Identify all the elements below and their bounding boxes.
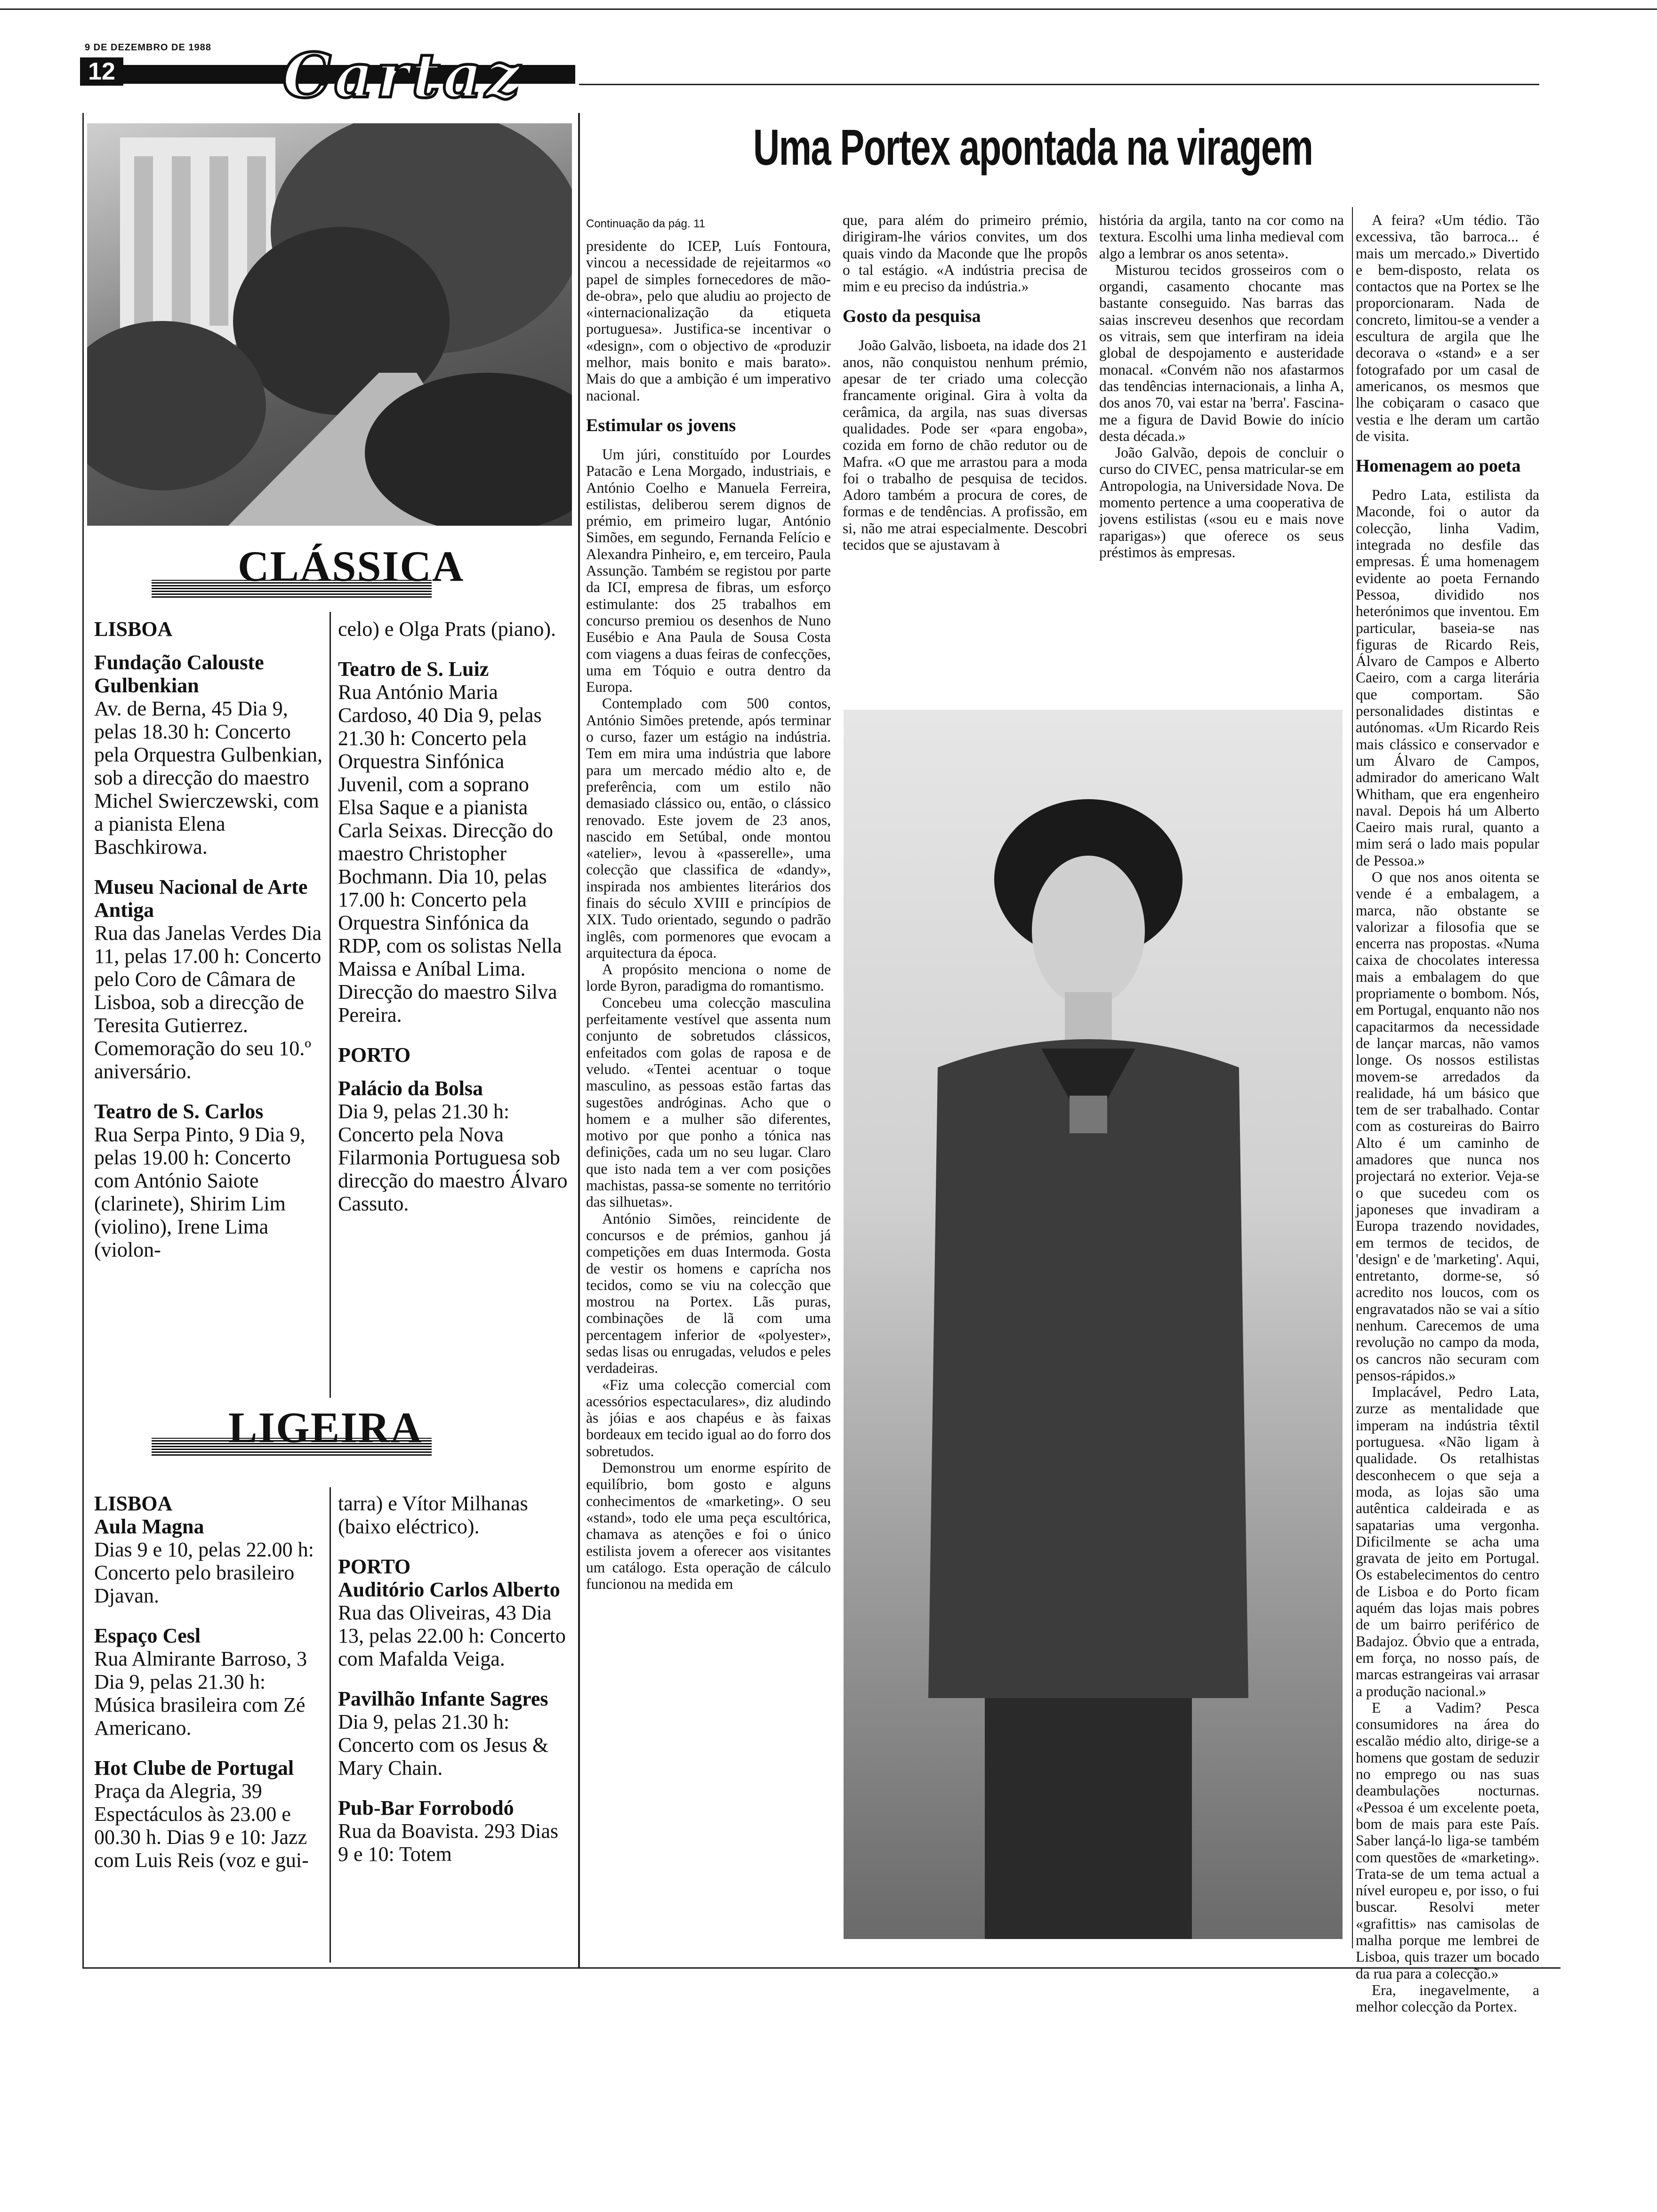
venue-details: Rua António Maria Cardoso, 40 Dia 9, pelas 21.30 h: Concerto pela Orquestra Sinfónica Juvenil, com a soprano Elsa Saque e a pianista Carla Seixas. Direcção do maestro Christopher Bochmann. Dia 10, pelas 17.00 h: Concerto pela Orquestra Sinfónica da RDP, com os solistas Nella Maissa e Aníbal Lima. Direcção do maestro Silva Pereira. bbox=[338, 681, 562, 1026]
venue-entry bbox=[338, 1077, 569, 1215]
venue-entry bbox=[94, 651, 325, 858]
article-paragraph: Era, inegavelmente, a melhor colecção da Portex. bbox=[1356, 1981, 1539, 2015]
city-label: PORTO bbox=[338, 1555, 411, 1578]
venue-name: Espaço Cesl bbox=[94, 1624, 201, 1647]
masthead-date: 9 DE DEZEMBRO DE 1988 bbox=[85, 42, 211, 53]
venue-entry bbox=[338, 1796, 569, 1866]
section-logo: Cartaz bbox=[282, 40, 523, 112]
venue-details: Rua Serpa Pinto, 9 Dia 9, pelas 19.00 h: Concerto com António Saiote (clarinete), Shirim Lim (violino), Irene Lima (violon- bbox=[94, 1123, 306, 1261]
venue-entry bbox=[94, 1624, 325, 1739]
venue-continued: celo) e Olga Prats (piano). bbox=[338, 617, 556, 641]
article-paragraph: Demonstrou um enorme espírito de equilíbrio, bom gosto e alguns conhecimentos de «marketing». O seu «stand», todo ele uma peça escultórica, chamava as atenções e foi o único estilista jovem a oferecer aos visitantes um catálogo. Esta operação de cálculo funcionou na medida em bbox=[586, 1459, 831, 1593]
article-paragraph: Concebeu uma colecção masculina perfeitamente vestível que assenta num conjunto de sobretudos clássicos, enfeitados com golas de raposa e de veludo. «Tentei acentuar o toque masculino, as pessoas estão fartas das sugestões andróginas. Acho que o homem e a mulher são diferentes, motivo por que ponho a tónica nas definições, cada um no seu lugar. Claro que isto nada tem a ver com posições machistas, passa-se somente no território das silhuetas». bbox=[586, 994, 831, 1210]
article-paragraph: Pedro Lata, estilista da Maconde, foi o autor da colecção, linha Vadim, integrada no desfile das empresas. É uma homenagem evidente ao poeta Fernando Pessoa, dividido nos heterónimos que inventou. Em particular, baseia-se nas figuras de Ricardo Reis, Álvaro de Campos e Alberto Caeiro, com a carga literária que comportam. São personalidades distintas e autónomas. «Um Ricardo Reis mais clássico e conservador e um Álvaro de Campos, admirador do americano Walt Whitham, que era engenheiro naval. Depois há um Alberto Caeiro mais rural, quanto a mim será o lado mais popular de Pessoa.» bbox=[1356, 487, 1539, 869]
city-label: PORTO bbox=[338, 1043, 411, 1066]
venue-continued: tarra) e Vítor Milhanas (baixo eléctrico). bbox=[338, 1492, 528, 1538]
venue-details: Rua Almirante Barroso, 3 Dia 9, pelas 21.30 h: Música brasileira com Zé Americano. bbox=[94, 1647, 307, 1739]
article-paragraph: João Galvão, depois de concluir o curso do CIVEC, pensa matricular-se em Antropologia, na Universidade Nova. De momento pertence a uma cooperativa de jovens estilistas («sou eu e mais nove raparigas») que oferece os seus préstimos às empresas. bbox=[1099, 444, 1344, 561]
venue-details: Rua da Boavista. 293 Dias 9 e 10: Totem bbox=[338, 1819, 559, 1866]
classica-title: CLÁSSICA bbox=[238, 542, 465, 590]
ligeira-col-1 bbox=[94, 1492, 325, 1889]
city-label: LISBOA bbox=[94, 1492, 173, 1515]
article-paragraph: Um júri, constituído por Lourdes Patacão e Lena Morgado, industriais, e António Coelho e Manuela Ferreira, estilistas, deliberou serem dignos de prémio, em primeiro lugar, António Simões, em segundo, Fernanda Felício e Alexandra Pinheiro, e, em terceiro, Paula Assunção. Também se registou por parte da ICI, empresa de fibras, um esforço estimulante: dos 25 trabalhos em concurso premiou os desenhos de Nuno Eusébio e Ana Paula de Sousa Costa com viagens a duas feiras de confecções, uma em Tóquio e outra dentro da Europa. bbox=[586, 446, 831, 696]
article-subhead: Estimular os jovens bbox=[586, 415, 736, 435]
venue-details: Dias 9 e 10, pelas 22.00 h: Concerto pelo brasileiro Djavan. bbox=[94, 1538, 314, 1607]
venue-name: Teatro de S. Carlos bbox=[94, 1100, 264, 1123]
venue-name: Aula Magna bbox=[94, 1515, 204, 1538]
article-subhead: Homenagem ao poeta bbox=[1356, 456, 1521, 476]
article-subhead: Gosto da pesquisa bbox=[843, 306, 981, 327]
city-label: LISBOA bbox=[94, 617, 173, 641]
header-rule bbox=[579, 84, 1539, 85]
article-paragraph: João Galvão, lisboeta, na idade dos 21 anos, não conquistou nenhum prémio, apesar de ter criado uma colecção francamente original. Gira à volta da cerâmica, da argila, nas suas diversas qualidades. Pode ser «para engoba», cozida em forno de chão redutor ou de Mafra. «O que me arrastou para a moda foi o trabalho de pesquisa de tecidos. Adoro também a procura de cores, de formas e de tendências. A profissão, em si, não me atrai especialmente. Descobri tecidos que se ajustavam à bbox=[843, 337, 1087, 553]
article-headline: Uma Portex apontada na viragem bbox=[753, 119, 1313, 176]
article-col-2 bbox=[843, 212, 1087, 553]
bottom-rule bbox=[82, 1967, 1560, 1969]
venue-details: Dia 9, pelas 21.30 h: Concerto pela Nova Filarmonia Portuguesa sob direcção do maestro Álvaro Cassuto. bbox=[338, 1100, 568, 1215]
continued-note: Continuação da pág. 11 bbox=[586, 217, 706, 230]
venue-details: Dia 9, pelas 21.30 h: Concerto com os Jesus & Mary Chain. bbox=[338, 1710, 549, 1779]
venue-details: Rua das Janelas Verdes Dia 11, pelas 17.00 h: Concerto pelo Coro de Câmara de Lisboa, sob a direcção de Teresita Gutierrez. Comemoração do seu 10.º aniversário. bbox=[94, 922, 322, 1083]
article-paragraph: A propósito menciona o nome de lorde Byron, paradigma do romantismo. bbox=[586, 961, 831, 994]
garden-photo bbox=[87, 123, 572, 526]
article-paragraph: «Fiz uma colecção comercial com acessórios espectaculares», diz aludindo às jóias e aos chapéus e às faixas bordeaux em tecido igual ao do forro dos sobretudos. bbox=[586, 1376, 831, 1459]
article-col-1 bbox=[586, 238, 831, 1592]
article-paragraph: Implacável, Pedro Lata, zurze as mentalidade que imperam na indústria têxtil portuguesa. «Não ligam à qualidade. Os retalhistas desconhecem o que seja a moda, as lojas são uma autêntica caldeirada e as sapatarias uma vergonha. Dificilmente se acha uma gravata de jeito em Portugal. Os estabelecimentos do centro de Lisboa e do Porto ficam aquém das lojas mais pobres de um bairro periférico de Badajoz. Óbvio que a entrada, em força, no nosso país, de marcas estrangeiras vai arrasar a produção nacional.» bbox=[1356, 1384, 1539, 1699]
classica-col-2 bbox=[338, 617, 569, 1232]
venue-details: Praça da Alegria, 39 Espectáculos às 23.00 e 00.30 h. Dias 9 e 10: Jazz com Luis Reis (voz e gui- bbox=[94, 1779, 309, 1872]
ligeira-col-2 bbox=[338, 1492, 569, 1883]
model-photo bbox=[844, 710, 1343, 1939]
garden-photo-illustration bbox=[87, 123, 572, 526]
article-paragraph: A feira? «Um tédio. Tão excessiva, tão barroca... é mais um mercado.» Divertido e bem-disposto, relata os contactos que na Portex se lhe proporcionaram. Nada de concreto, limitou-se a vender a escultura de argila que lhe decorava o «stand» e a ser fotografado por um casal de americanos, os mesmos que lhe cobiçaram o casaco que vestia e lhe deram um cartão de visita. bbox=[1356, 212, 1539, 444]
venue-name: Museu Nacional de Arte Antiga bbox=[94, 875, 308, 922]
venue-name: Hot Clube de Portugal bbox=[94, 1756, 294, 1779]
venue-name: Fundação Calouste Gulbenkian bbox=[94, 651, 264, 697]
article-paragraph: história da argila, tanto na cor como na textura. Escolhi uma linha medieval com algo a lembrar os anos setenta». bbox=[1099, 212, 1344, 262]
article-col-3 bbox=[1099, 212, 1344, 561]
venue-details: Rua das Oliveiras, 43 Dia 13, pelas 22.00 h: Concerto com Mafalda Veiga. bbox=[338, 1601, 566, 1670]
page-number: 12 bbox=[80, 57, 123, 86]
article-paragraph: que, para além do primeiro prémio, dirigiram-lhe vários convites, um dos quais vindo da Maconde que lhe propôs o tal estágio. «A indústria precisa de mim e eu preciso da indústria.» bbox=[843, 212, 1087, 295]
classica-col-1 bbox=[94, 617, 325, 1278]
article-paragraph: E a Vadim? Pesca consumidores na área do escalão médio alto, dirige-se a homens que gostam de seduzir no emprego ou nas suas deambulações nocturnas. «Pessoa é um excelente poeta, bom de mais para este País. Saber lançá-lo liga-se também com questões de «marketing». Trata-se de um tema actual a nível europeu e, por isso, o fui buscar. Resolvi meter «grafittis» nas camisolas de malha porque me lembrei de Lisboa, quis trazer um bocado da rua para a colecção.» bbox=[1356, 1699, 1539, 1982]
column-rule bbox=[1352, 207, 1353, 1948]
venue-name: Pub-Bar Forrobodó bbox=[338, 1796, 514, 1819]
article-paragraph: Misturou tecidos grosseiros com o organdi, casamento chocante mas bastante conseguido. Nas barras das saias inscreveu desenhos que recordam os vitrais, sem que interfiram na ideia global de despojamento e austeridade monacal. «Convém não nos afastarmos das tendências internacionais, a linha A, dos anos 70, vai estar na 'berra'. Fascina-me a figura de David Bowie do início desta década.» bbox=[1099, 261, 1344, 444]
model-illustration bbox=[844, 710, 1343, 1939]
venue-name: Teatro de S. Luiz bbox=[338, 657, 489, 681]
venue-name: Auditório Carlos Alberto bbox=[338, 1578, 560, 1601]
article-col-4 bbox=[1356, 212, 1539, 2015]
column-rule bbox=[330, 1487, 331, 1963]
article-paragraph: Contemplado com 500 contos, António Simões pretende, após terminar o curso, fazer um estágio na indústria. Tem em mira uma indústria que labore para um mercado médio alto e, de preferência, com um estilo não demasiado clássico ou, então, o clássico renovado. Este jovem de 23 anos, nascido em Setúbal, onde montou «atelier», levou à «passerelle», uma colecção que classifica de «dandy», inspirada nos ambientes literários dos finais do século XVIII e princípios de XIX. Tudo orientado, segundo o padrão inglês, com pormenores que evocam a arquitectura da época. bbox=[586, 695, 831, 961]
article-paragraph: presidente do ICEP, Luís Fontoura, vincou a necessidade de rejeitarmos «o papel de simples fornecedores de mão-de-obra», pelo que aludiu ao projecto de «internacionalização da etiqueta portuguesa». Justifica-se incentivar o «design», com o objectivo de «produzir melhor, mais bonito e mais barato». Mais do que a ambição é um imperativo nacional. bbox=[586, 238, 831, 404]
venue-entry bbox=[338, 1578, 569, 1670]
venue-entry bbox=[338, 1687, 569, 1779]
column-rule bbox=[330, 612, 331, 1398]
venue-entry bbox=[94, 1100, 325, 1261]
top-rule bbox=[0, 8, 1657, 10]
column-rule bbox=[82, 113, 84, 1967]
ligeira-title: LIGEIRA bbox=[228, 1403, 423, 1451]
venue-name: Pavilhão Infante Sagres bbox=[338, 1687, 548, 1710]
venue-entry bbox=[338, 657, 569, 1026]
article-paragraph: O que nos anos oitenta se vende é a embalagem, a marca, não obstante se valorizar a filosofia que se encerra nas propostas. «Numa caixa de chocolates interessa mais a embalagem do que propriamente o bombom. Nós, em Portugal, enquanto não nos capacitarmos da necessidade de lançar marcas, não vamos longe. Os nossos estilistas movem-se arredados da realidade, há um básico que tem de ser trabalhado. Contar com as costureiras do Bairro Alto é um caminho de amadores que nunca nos projectará no exterior. Veja-se o que sucedeu com os japoneses que invadiram a Europa trazendo novidades, em termos de tecidos, de 'design' e de 'marketing'. Aqui, entretanto, dorme-se, só acredito nos loucos, com os engravatados não se vai a sítio nenhum. Carecemos de uma revolução no campo da moda, os cancros não securam com pensos-rápidos.» bbox=[1356, 868, 1539, 1384]
venue-entry bbox=[94, 1515, 325, 1607]
column-rule bbox=[578, 113, 580, 1967]
article-paragraph: António Simões, reincidente de concursos e de prémios, ganhou já competições em duas Intermoda. Gosta de vestir os homens e caprícha nos tecidos, como se viu na colecção que mostrou na Portex. Lãs puras, combinações de lã com uma percentagem inferior de «polyester», sedas lisas ou enrugadas, veludos e peles verdadeiras. bbox=[586, 1210, 831, 1377]
venue-entry bbox=[94, 875, 325, 1083]
venue-details: Av. de Berna, 45 Dia 9, pelas 18.30 h: Concerto pela Orquestra Gulbenkian, sob a direcção do maestro Michel Swierczewski, com a pianista Elena Baschkirowa. bbox=[94, 697, 323, 858]
venue-entry bbox=[94, 1756, 325, 1872]
venue-name: Palácio da Bolsa bbox=[338, 1077, 483, 1100]
